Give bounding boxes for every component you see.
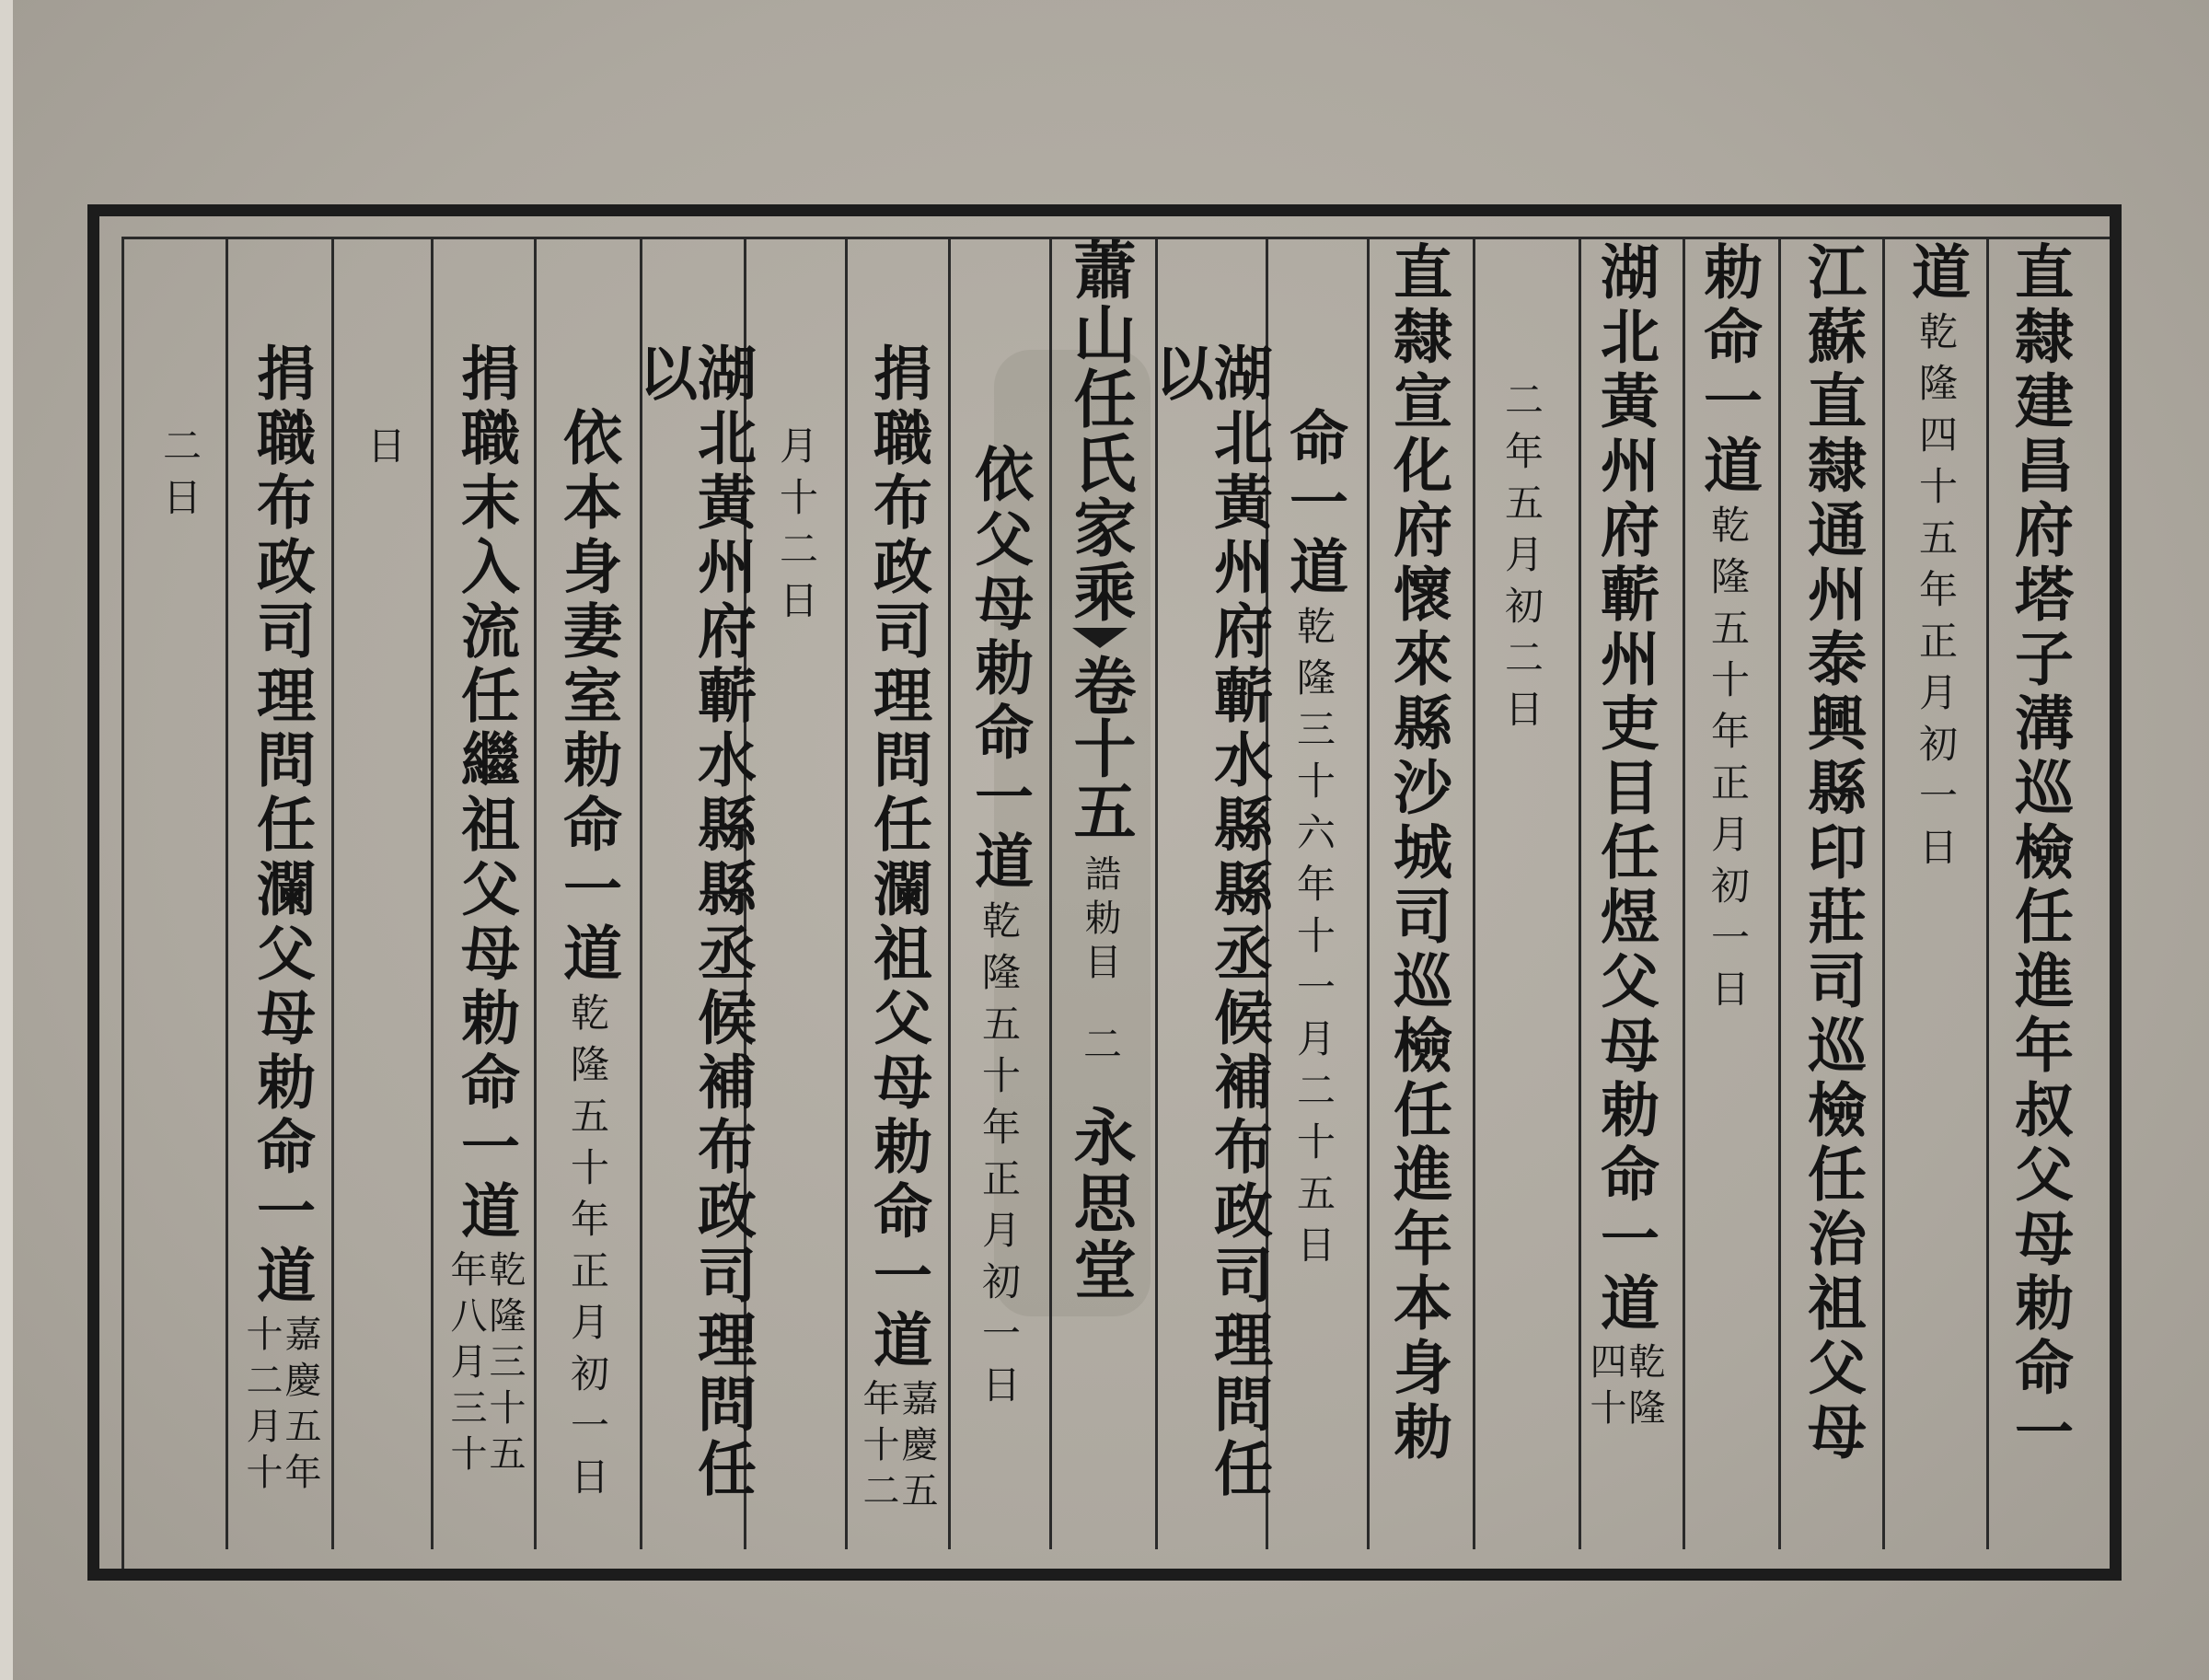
column-text: 江蘇直隸通州泰興縣印莊司巡檢任治祖父母	[1798, 241, 1867, 1466]
page-number: 二	[1078, 1024, 1123, 1062]
text-column	[1781, 241, 1882, 1548]
column-text: 捐職布政司理問任瀾父母勅命一道	[247, 342, 316, 1309]
column-text: 依本身妻室勅命一道	[553, 407, 622, 987]
date-note-right: 嘉慶五年	[279, 1315, 321, 1499]
date-note: 二年五月初二日	[1499, 379, 1544, 740]
text-column	[129, 241, 230, 1548]
date-note-pair	[445, 1250, 526, 1480]
text-column	[1263, 241, 1364, 1548]
fishtail-mark	[1072, 628, 1128, 648]
column-text: 依父母勅命一道	[965, 444, 1034, 895]
column-text: 勅命一道	[1694, 241, 1763, 499]
column-text: 直隸建昌府塔子溝巡檢任進年叔父母勅命一	[2005, 241, 2074, 1466]
text-column	[1471, 241, 1572, 1548]
date-note: 乾隆五十年正月初一日	[977, 900, 1022, 1416]
column-text: 湖北黃州府蘄州吏目任煜父母勅命一道	[1590, 241, 1660, 1337]
date-note-left: 年八月三十	[445, 1250, 487, 1480]
column-text: 捐職布政司理問任瀾祖父母勅命一道	[863, 342, 932, 1373]
date-note: 乾隆四十五年正月初一日	[1914, 311, 1959, 878]
date-note-left: 四十	[1584, 1342, 1626, 1434]
column-text: 直隸宣化府懷來縣沙城司巡檢任進年本身勅	[1383, 241, 1452, 1466]
column-text: 捐職末入流任繼祖父母勅命一道	[451, 342, 520, 1245]
column-text: 湖北黃州府蘄水縣縣丞候補布政司理問任以	[1145, 342, 1273, 1502]
text-column	[1367, 241, 1468, 1548]
text-column	[537, 241, 638, 1548]
text-column	[847, 241, 948, 1548]
column-text: 湖北黃州府蘄水縣縣丞候補布政司理問任以	[629, 342, 757, 1502]
book-title: 蕭山任氏家乘	[1063, 238, 1137, 624]
date-note: 乾隆五十年正月初一日	[565, 992, 610, 1508]
date-note: 乾隆三十六年十一月二十五日	[1291, 606, 1336, 1276]
text-column	[1574, 241, 1675, 1548]
date-note: 月十二日	[774, 425, 819, 631]
center-margin	[1049, 238, 1151, 1549]
volume-number: 卷十五	[1063, 654, 1137, 841]
hall-name: 永思堂	[1063, 1105, 1137, 1303]
date-note: 二日	[157, 425, 202, 528]
text-column	[1145, 241, 1273, 1548]
text-column	[333, 241, 434, 1548]
text-column	[746, 241, 847, 1548]
date-note-left: 年十二	[857, 1379, 899, 1517]
date-note: 乾隆五十年正月初一日	[1706, 504, 1751, 1020]
text-column	[948, 241, 1049, 1548]
text-column	[629, 241, 757, 1548]
text-column	[434, 241, 536, 1548]
date-note-right: 乾隆三十五	[483, 1250, 526, 1480]
text-column	[230, 241, 331, 1548]
section-title: 誥勅目	[1079, 854, 1121, 987]
page-edge	[0, 0, 13, 1680]
date-note: 日	[362, 425, 407, 477]
text-column	[1885, 241, 1986, 1548]
date-note-left: 十二月十	[240, 1315, 283, 1499]
date-note-right: 嘉慶五	[896, 1379, 938, 1517]
date-note-pair	[240, 1315, 321, 1499]
date-note-pair	[1584, 1342, 1665, 1434]
date-note-right: 乾隆	[1623, 1342, 1665, 1434]
text-column	[1988, 241, 2089, 1548]
column-text: 道	[1902, 241, 1971, 306]
date-note-pair	[857, 1379, 938, 1517]
column-text: 命一道	[1279, 407, 1348, 600]
text-column	[1677, 241, 1778, 1548]
